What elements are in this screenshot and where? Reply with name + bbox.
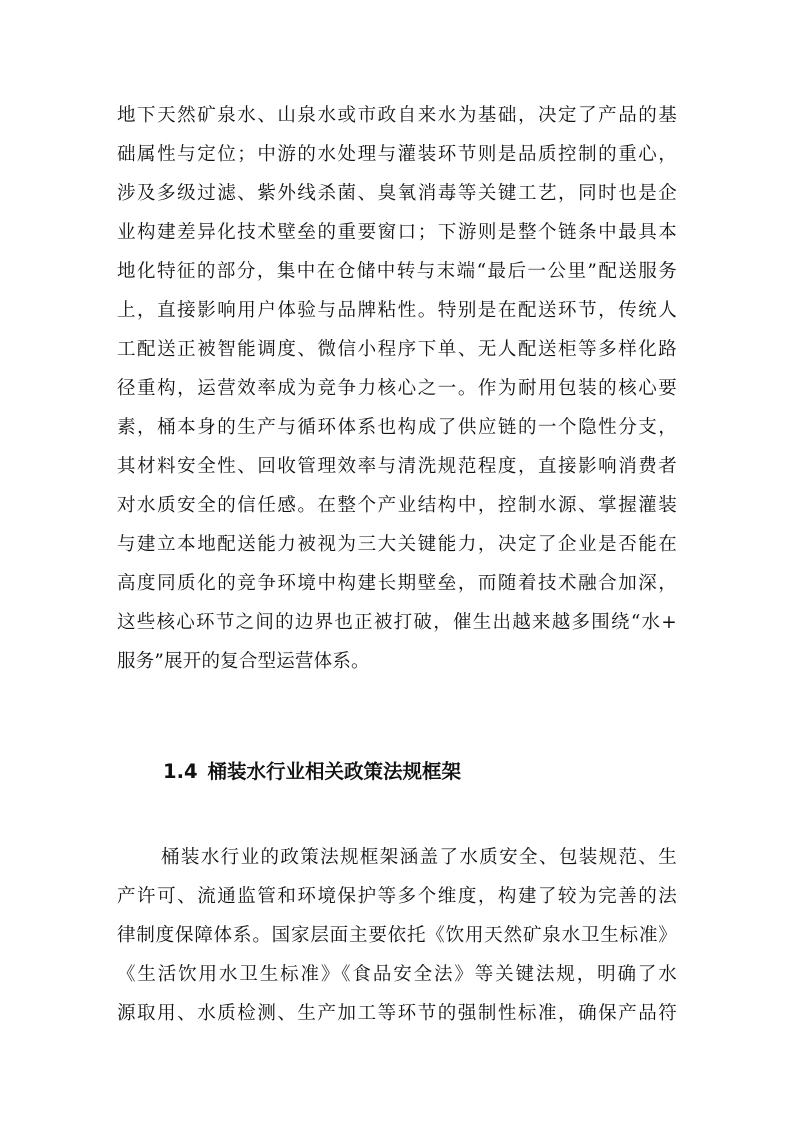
text-line: 产许可、流通监管和环境保护等多个维度，构建了较为完善的法 <box>117 886 677 907</box>
section-title: 桶装水行业相关政策法规框架 <box>207 760 462 783</box>
section-number: 1.4 <box>163 760 198 783</box>
section-heading <box>163 752 461 792</box>
text-line: 与建立本地配送能力被视为三大关键能力，决定了企业是否能在 <box>117 534 677 555</box>
body-paragraph-supply-chain <box>117 96 677 681</box>
text-line: 地化特征的部分，集中在仓储中转与末端“最后一公里”配送服务 <box>117 261 677 282</box>
text-line: 《生活饮用水卫生标准》《食品安全法》等关键法规，明确了水 <box>117 964 677 985</box>
text-line: 高度同质化的竞争环境中构建长期壁垒，而随着技术融合加深， <box>117 573 677 594</box>
text-line: 业构建差异化技术壁垒的重要窗口；下游则是整个链条中最具本 <box>117 222 677 243</box>
text-line: 工配送正被智能调度、微信小程序下单、无人配送柜等多样化路 <box>117 339 677 360</box>
text-line: 上，直接影响用户体验与品牌粘性。特别是在配送环节，传统人 <box>117 300 677 321</box>
text-line: 径重构，运营效率成为竞争力核心之一。作为耐用包装的核心要 <box>117 378 677 399</box>
text-line: 素，桶本身的生产与循环体系也构成了供应链的一个隐性分支， <box>117 417 677 438</box>
text-line: 源取用、水质检测、生产加工等环节的强制性标准，确保产品符 <box>117 1003 677 1024</box>
text-line: 地下天然矿泉水、山泉水或市政自来水为基础，决定了产品的基 <box>117 105 677 126</box>
body-paragraph-policy <box>117 838 677 1033</box>
text-line: 涉及多级过滤、紫外线杀菌、臭氧消毒等关键工艺，同时也是企 <box>117 183 677 204</box>
text-line: 服务”展开的复合型运营体系。 <box>117 651 370 672</box>
text-line: 其材料安全性、回收管理效率与清洗规范程度，直接影响消费者 <box>117 456 677 477</box>
text-line: 对水质安全的信任感。在整个产业结构中，控制水源、掌握灌装 <box>117 495 677 516</box>
text-line: 桶装水行业的政策法规框架涵盖了水质安全、包装规范、生 <box>161 847 677 868</box>
text-line: 律制度保障体系。国家层面主要依托《饮用天然矿泉水卫生标准》 <box>117 925 677 946</box>
text-line: 础属性与定位；中游的水处理与灌装环节则是品质控制的重心， <box>117 144 677 165</box>
text-line: 这些核心环节之间的边界也正被打破，催生出越来越多围绕“水+ <box>117 612 677 633</box>
